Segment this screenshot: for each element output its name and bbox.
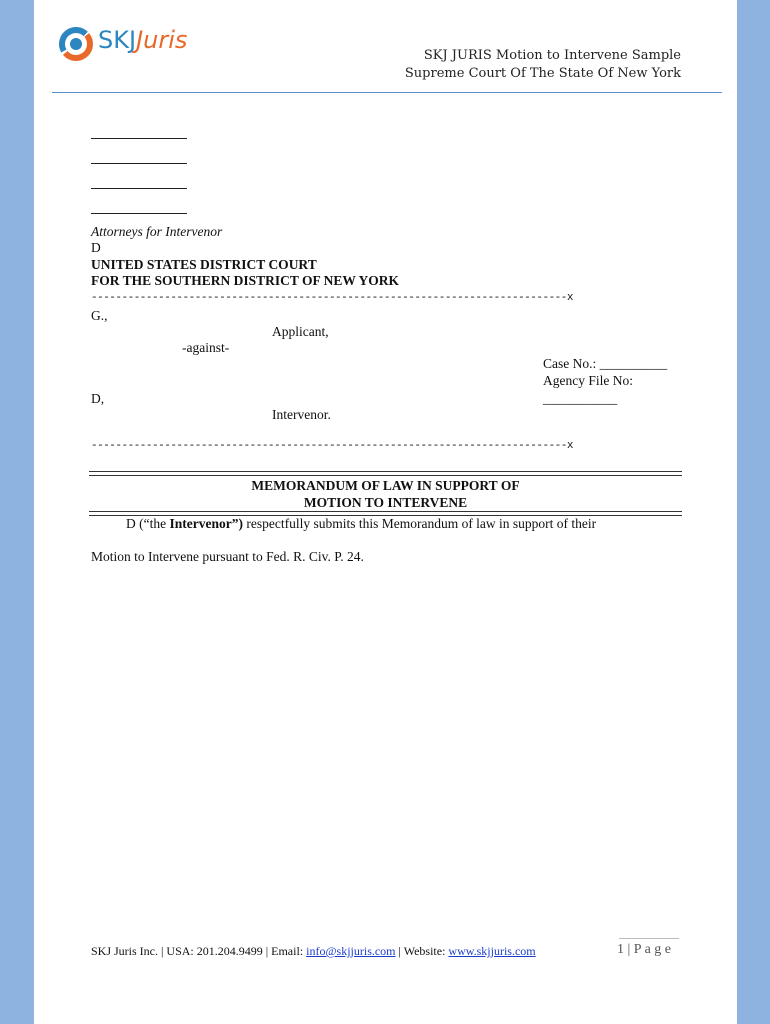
intervenor-name: D, <box>91 391 105 406</box>
party-d: D <box>91 240 101 255</box>
court-name-line2: FOR THE SOUTHERN DISTRICT OF NEW YORK <box>91 273 400 288</box>
case-number: Case No.: __________ <box>543 356 668 371</box>
footer-company: SKJ Juris Inc. | USA: 201.204.9499 | Email: <box>91 944 307 958</box>
against-label: -against- <box>182 340 230 355</box>
memo-title-line2: MOTION TO INTERVENE <box>303 495 468 510</box>
footer-page-number: 1 | P a g e <box>617 942 671 957</box>
title-rule-top <box>89 471 682 476</box>
applicant-name: G., <box>91 308 108 323</box>
header-title-line1: SKJ JURIS Motion to Intervene Sample <box>423 48 681 63</box>
header-title-line2: Supreme Court Of The State Of New York <box>404 66 681 81</box>
footer-email-link[interactable]: info@skjjuris.com <box>306 944 396 958</box>
blank-line-3 <box>91 188 187 189</box>
body-paragraph-line1 <box>126 516 596 532</box>
body-line1-bold: Intervenor”) <box>169 516 243 531</box>
logo-text <box>98 26 187 54</box>
footer-website-label: | Website: <box>395 944 449 958</box>
agency-file-label: Agency File No: <box>543 373 633 388</box>
blank-line-2 <box>91 163 187 164</box>
attorneys-label: Attorneys for Intervenor <box>91 224 223 239</box>
footer-website-link[interactable]: www.skjjuris.com <box>448 944 536 958</box>
blank-line-1 <box>91 138 187 139</box>
header-rule <box>52 92 722 93</box>
blank-line-4 <box>91 213 187 214</box>
body-line1-post: respectfully submits this Memorandum of law in support of their <box>242 516 597 531</box>
body-line1-pre: D (“the <box>126 516 170 531</box>
caption-dash-bottom: ------------------------------------------------------------------------------x <box>91 440 573 452</box>
logo-mark-icon <box>58 24 98 64</box>
body-paragraph-line2: Motion to Intervene pursuant to Fed. R. Civ. P. 24. <box>91 549 364 564</box>
applicant-role: Applicant, <box>272 324 329 339</box>
logo-text-accent: Juris <box>136 26 188 54</box>
footer-contact <box>91 944 536 959</box>
agency-file-blank: ___________ <box>543 391 618 406</box>
court-name-line1: UNITED STATES DISTRICT COURT <box>91 257 317 272</box>
footer-rule <box>619 938 679 939</box>
intervenor-role: Intervenor. <box>272 407 331 422</box>
document-page <box>34 0 737 1024</box>
logo-text-main: SKJ <box>98 26 137 54</box>
caption-dash-top: ------------------------------------------------------------------------------x <box>91 292 573 304</box>
memo-title-line1: MEMORANDUM OF LAW IN SUPPORT OF <box>251 478 520 493</box>
